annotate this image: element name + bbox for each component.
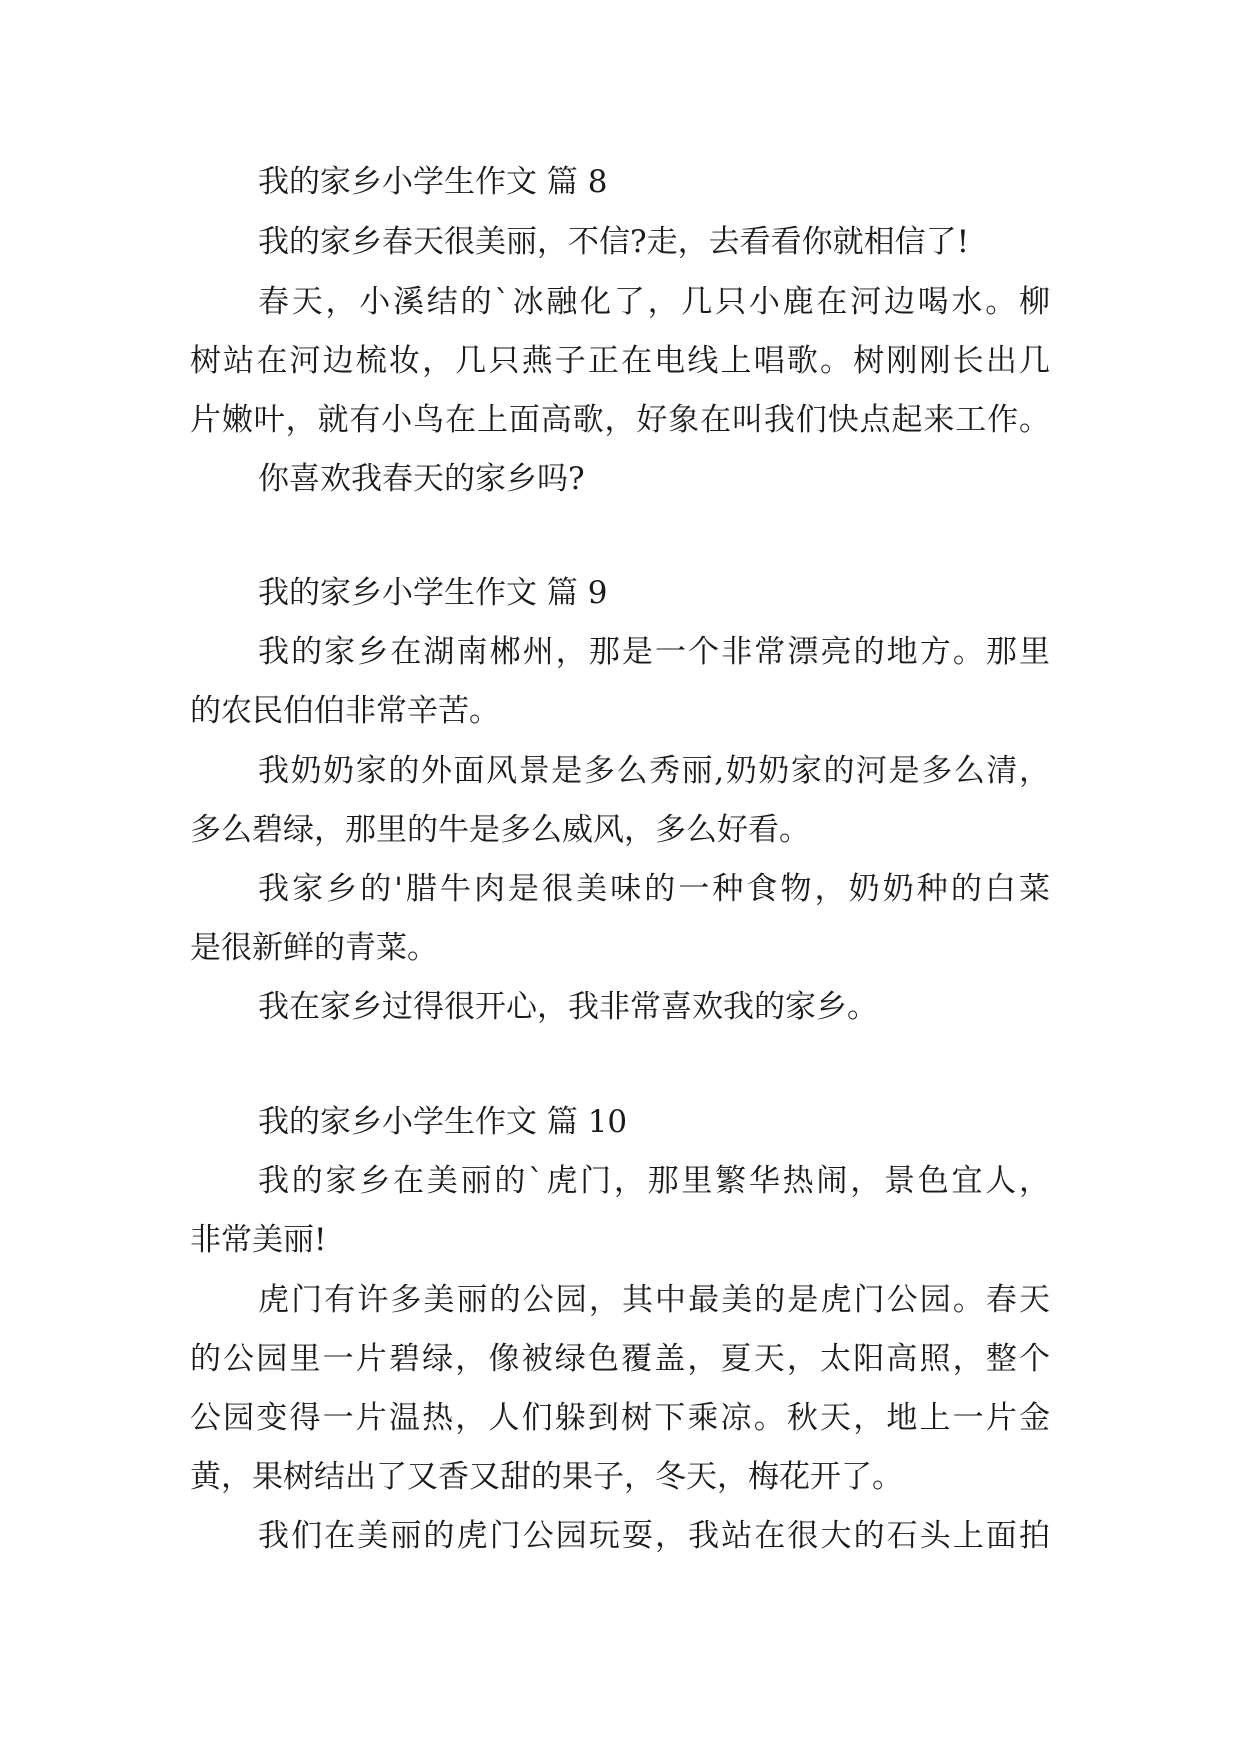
paragraph-line: 我在家乡过得很开心，我非常喜欢我的家乡。 [258, 989, 878, 1025]
paragraph-line: 我的家乡在湖南郴州，那是一个非常漂亮的地方。那里 [258, 634, 1050, 670]
paragraph-line: 我家乡的'腊牛肉是很美味的一种食物，奶奶种的白菜 [258, 871, 1050, 907]
paragraph-line: 我们在美丽的虎门公园玩耍，我站在很大的石头上面拍 [258, 1518, 1050, 1554]
paragraph-line: 多么碧绿，那里的牛是多么威风，多么好看。 [190, 812, 810, 848]
paragraph-line: 虎门有许多美丽的公园，其中最美的是虎门公园。春天 [258, 1282, 1050, 1318]
paragraph-line: 树站在河边梳妆，几只燕子正在电线上唱歌。树刚刚长出几 [190, 343, 1050, 379]
paragraph-line: 的农民伯伯非常辛苦。 [190, 693, 500, 729]
paragraph-line: 春天，小溪结的`冰融化了，几只小鹿在河边喝水。柳 [258, 284, 1050, 320]
paragraph-line: 片嫩叶，就有小鸟在上面高歌，好象在叫我们快点起来工作。 [190, 402, 1050, 438]
paragraph-line: 你喜欢我春天的家乡吗? [258, 461, 585, 497]
essay-heading-10: 我的家乡小学生作文 篇 10 [258, 1104, 628, 1140]
paragraph-line: 非常美丽! [190, 1222, 327, 1258]
paragraph-line: 公园变得一片温热，人们躲到树下乘凉。秋天，地上一片金 [190, 1400, 1050, 1436]
essay-heading-9: 我的家乡小学生作文 篇 9 [258, 575, 608, 611]
paragraph-line: 我的家乡春天很美丽，不信?走，去看看你就相信了! [258, 224, 970, 260]
paragraph-line: 我的家乡在美丽的`虎门，那里繁华热闹，景色宜人， [258, 1163, 1050, 1199]
paragraph-line: 是很新鲜的青菜。 [190, 930, 438, 966]
paragraph-line: 的公园里一片碧绿，像被绿色覆盖，夏天，太阳高照，整个 [190, 1341, 1050, 1377]
essay-heading-8: 我的家乡小学生作文 篇 8 [258, 164, 608, 200]
paragraph-line: 我奶奶家的外面风景是多么秀丽,奶奶家的河是多么清， [258, 753, 1050, 789]
paragraph-line: 黄，果树结出了又香又甜的果子，冬天，梅花开了。 [190, 1459, 903, 1495]
